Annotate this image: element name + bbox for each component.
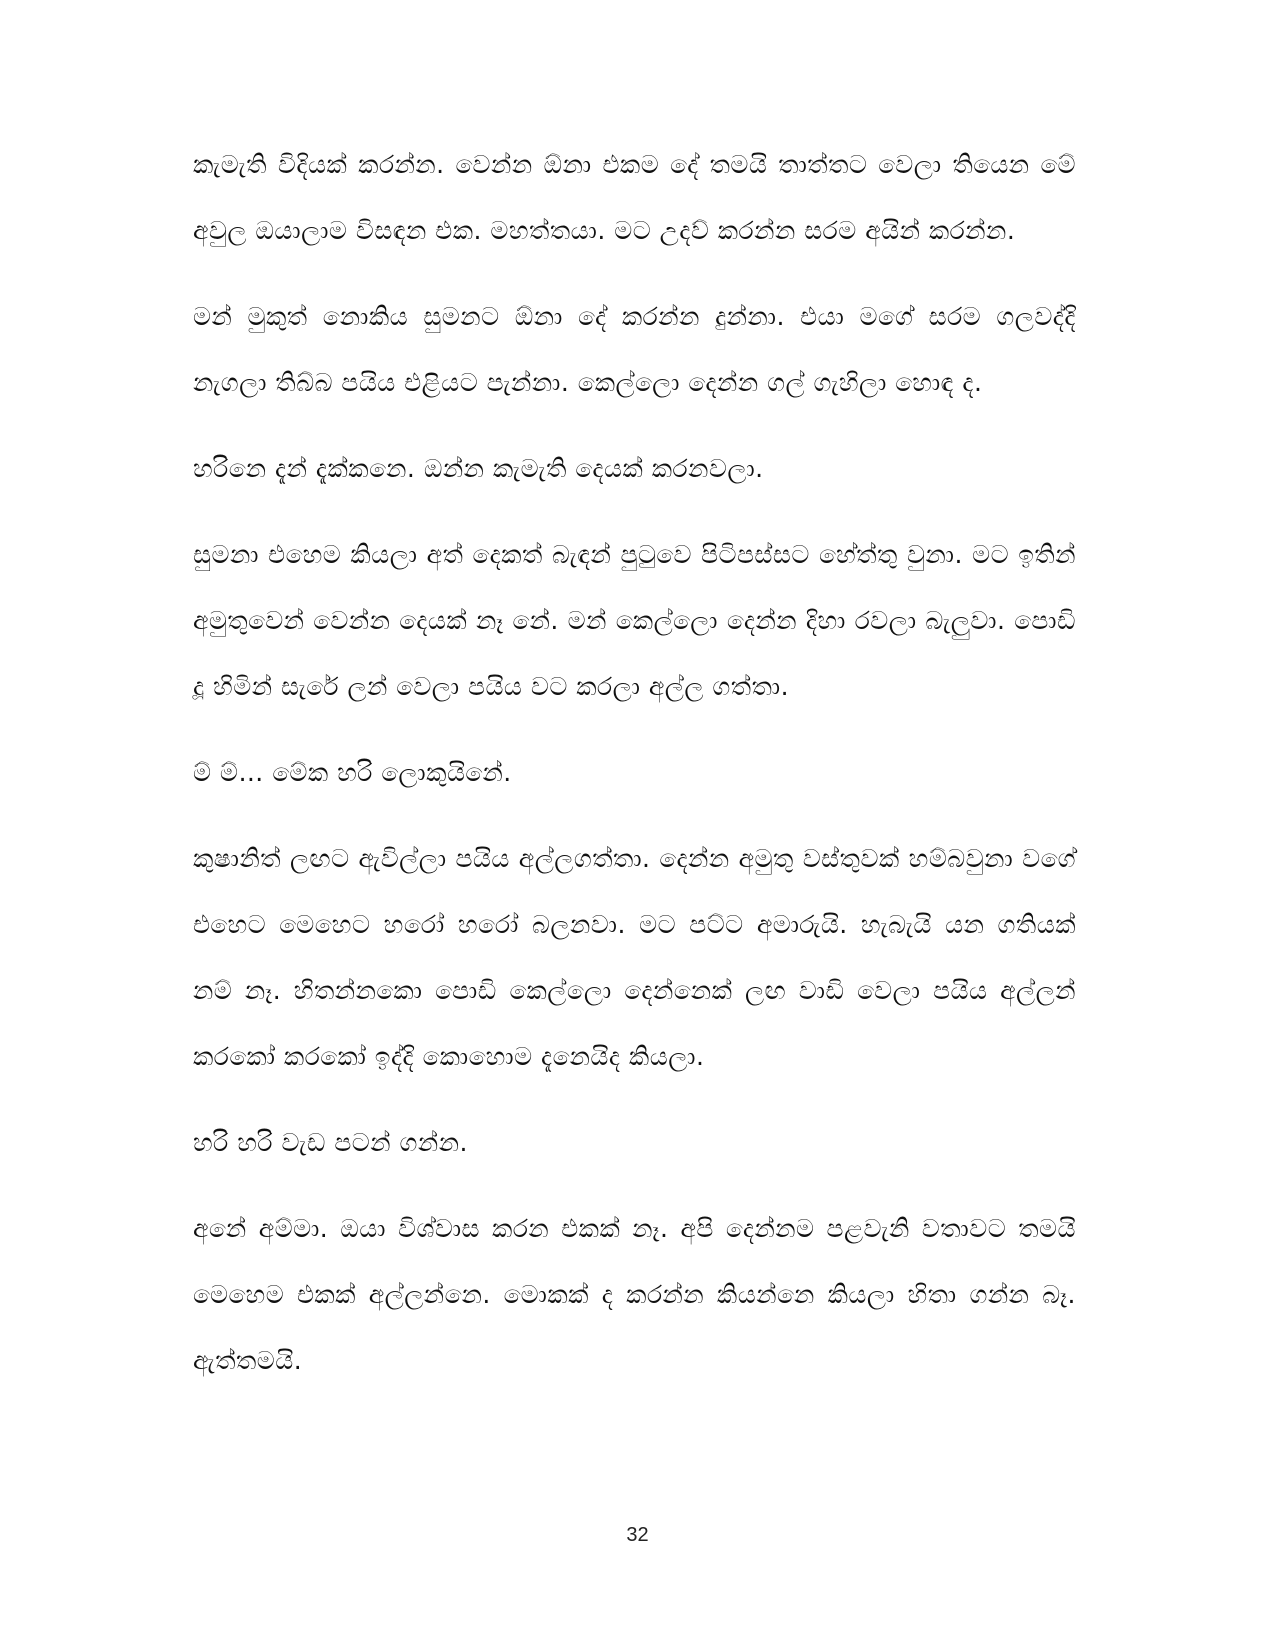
paragraph-4: සුමනා එහෙම කියලා අත් දෙකත් බැඳන් පුටුවෙ පිටිපස්සට හේත්තු වුනා. මට ඉතින් අමුතුවෙන් වෙන්න දෙයක් නෑ නේ. මන් කෙල්ලො දෙන්න දිහා රවලා බැලුවා. පොඩි දූ හිමින් සැරේ ලන් වෙලා පයිය වට කරලා අල්ල ගත්තා. bbox=[193, 540, 1076, 701]
paragraph-3: හරිනෙ දැන් දැක්කනෙ. ඔන්න කැමැති දෙයක් කරනවලා. bbox=[193, 454, 764, 483]
paragraph-5: ම් ම්… මේක හරි ලොකුයිනේ. bbox=[193, 758, 512, 787]
paragraph-6: කුෂානිත් ලඟට ඇවිල්ලා පයිය අල්ලගත්තා. දෙන්න අමුතු වස්තුවක් හම්බවුනා වගේ එහෙට මෙහෙට හරෝ හරෝ බලනවා. මට පට්ට අමාරුයි. හැබැයි යන ගතියක් නම් නෑ. හිතන්නකො පොඩි කෙල්ලො දෙන්නෙක් ලඟ වාඩි වෙලා පයිය අල්ලන් කරකෝ කරකෝ ඉද්දි කොහොම දැනෙයිද කියලා. bbox=[193, 844, 1076, 1071]
page-body-text bbox=[193, 132, 1076, 1394]
paragraph-2: මන් මුකුත් නොකිය සුමනට ඕනා දේ කරන්න දුන්නා. එයා මගේ සරම ගලවද්දි නැගලා තිබ්බ පයිය එළියට පැන්නා. කෙල්ලො දෙන්න ගල් ගැහිලා හොඳ ද. bbox=[193, 302, 1076, 397]
paragraph-8: අනේ අම්මා. ඔයා විශ්වාස කරන එකක් නෑ. අපි දෙන්නම පළවැනි වතාවට තමයි මෙහෙම එකක් අල්ලන්නෙ. මොකක් ද කරන්න කියන්නෙ කියලා හිතා ගන්න බෑ. ඇත්තමයි. bbox=[193, 1214, 1076, 1375]
paragraph-7: හරි හරි වැඩ පටන් ගන්න. bbox=[193, 1128, 468, 1157]
paragraph-1: කැමැති විදියක් කරන්න. වෙන්න ඕනා එකම දේ තමයි තාත්තට වෙලා තියෙන මේ අවුල ඔයාලාම විසඳන එක. මහත්තයා. මට උදව් කරන්න සරම අයින් කරන්න. bbox=[193, 150, 1076, 245]
page-number: 32 bbox=[626, 1524, 649, 1546]
